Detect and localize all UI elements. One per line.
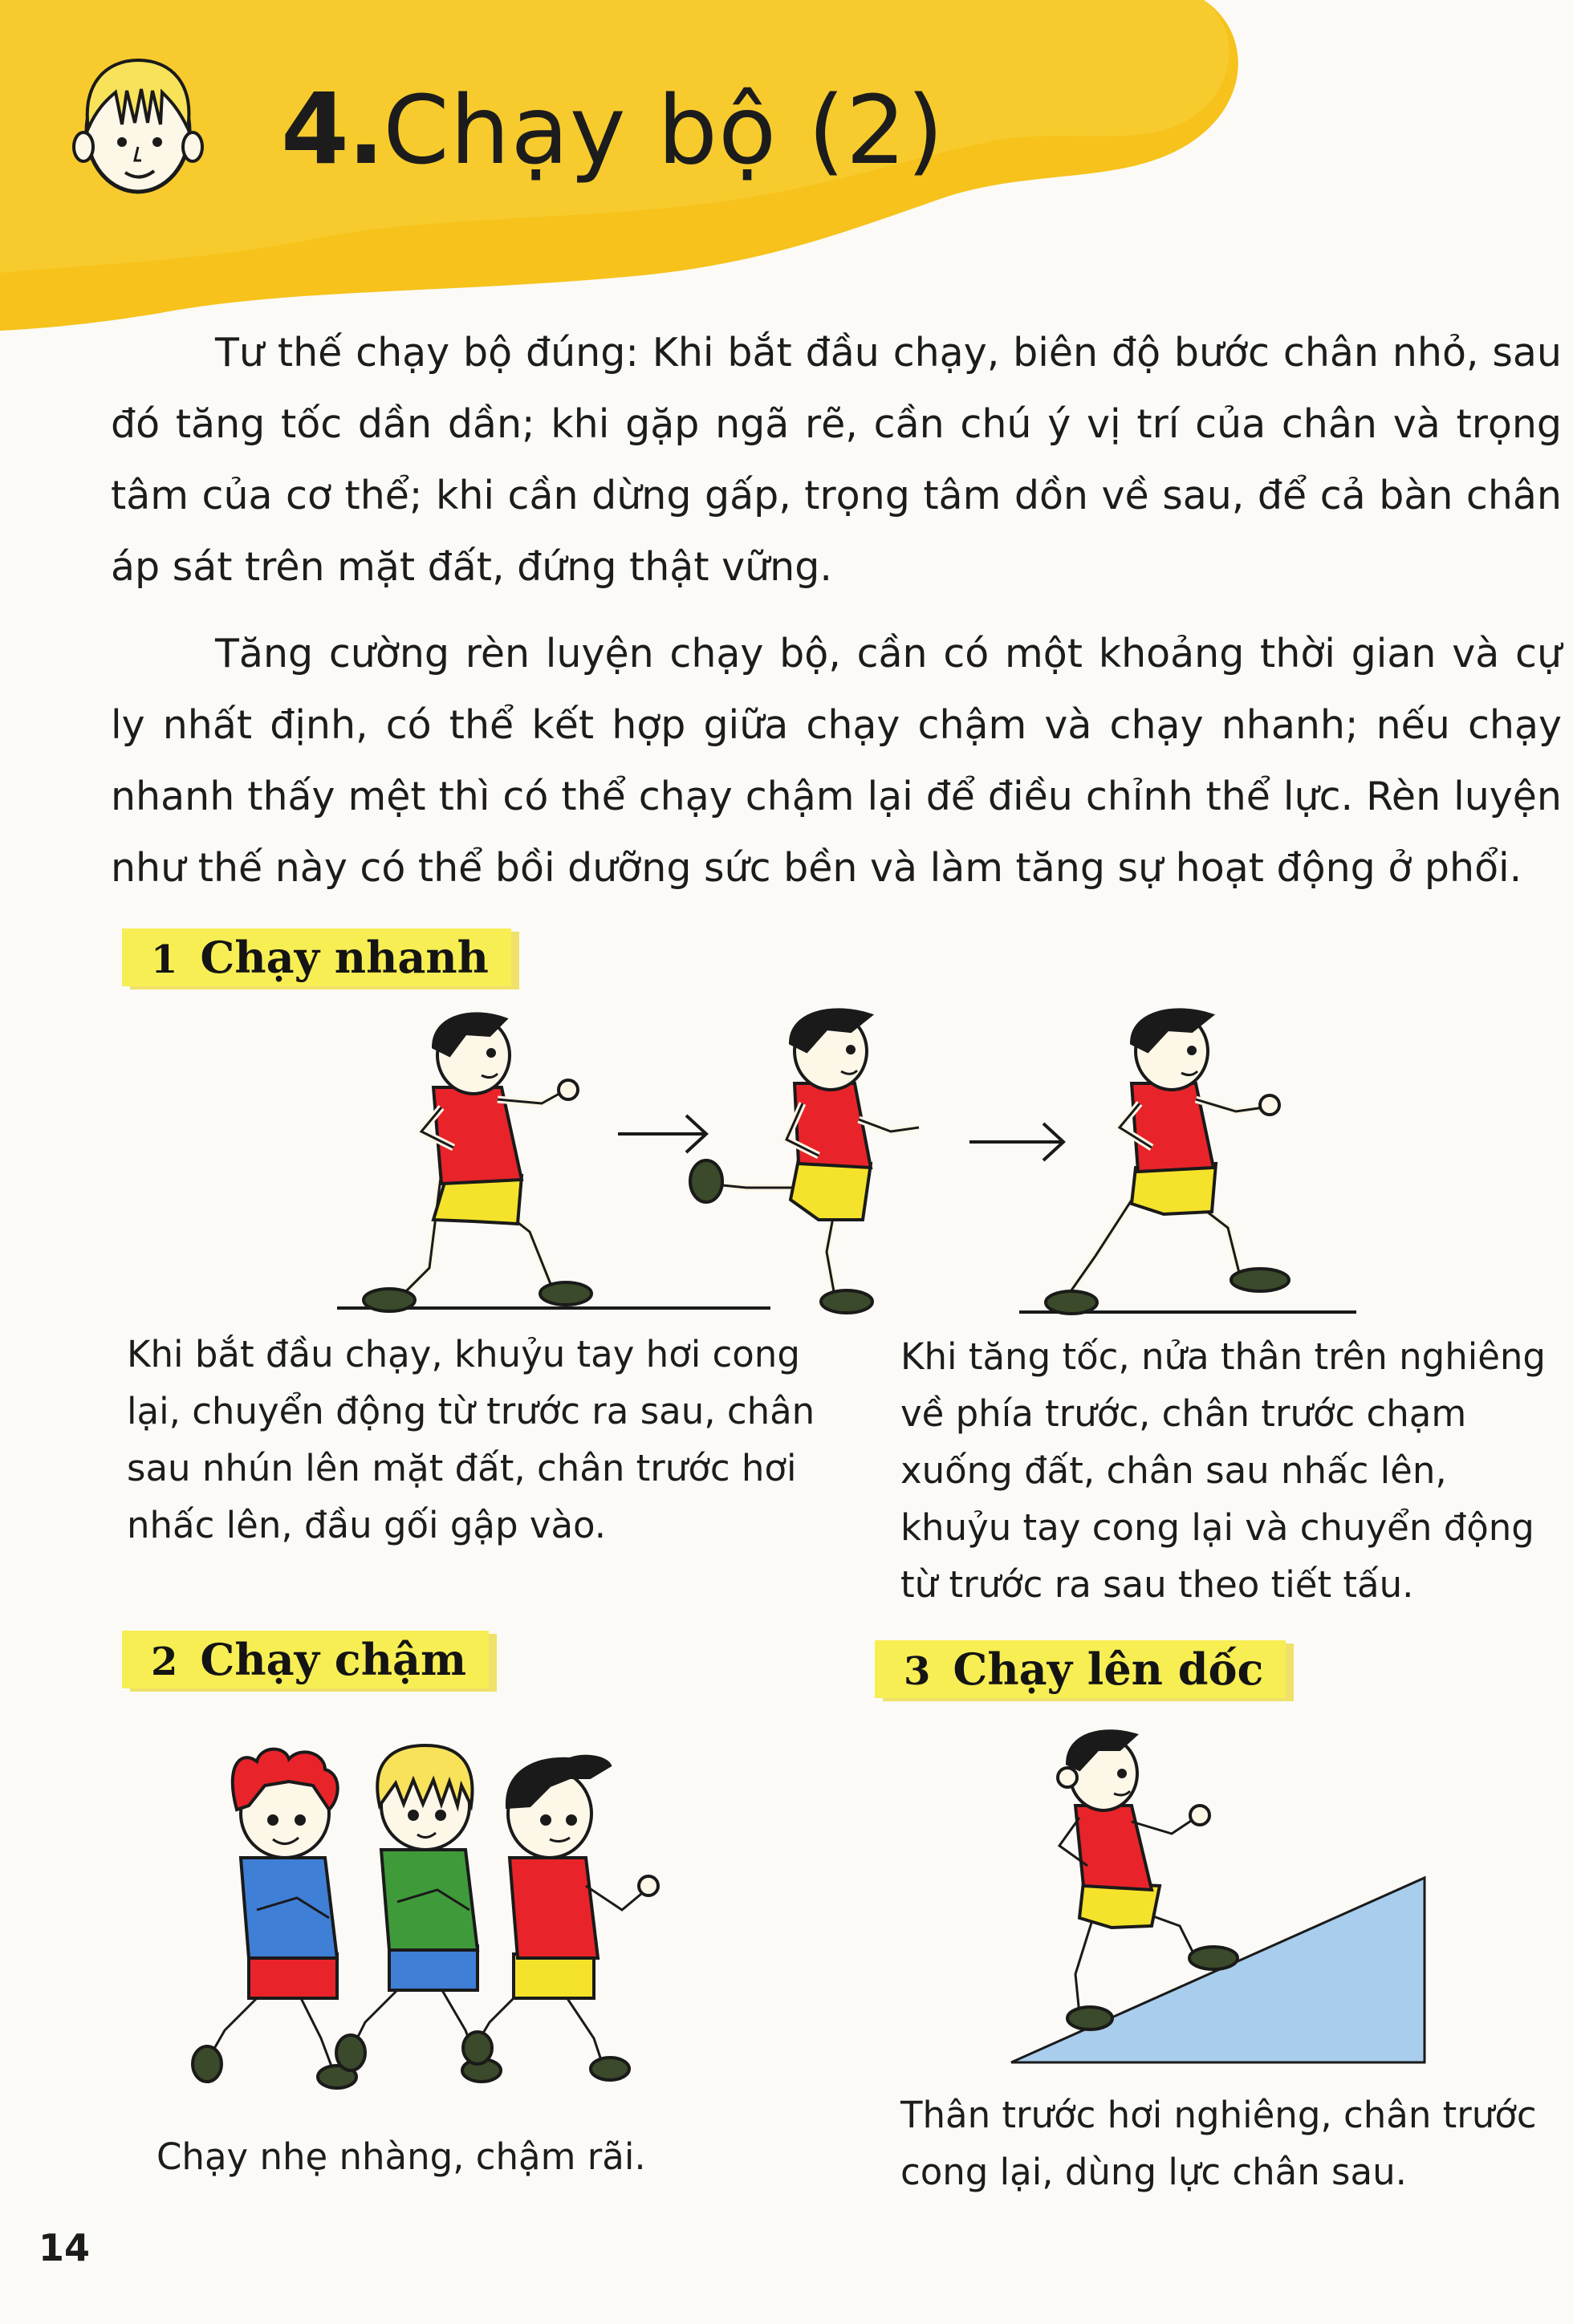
uphill-run-illustration <box>1003 1717 1437 2070</box>
fast-run-caption-accelerate: Khi tăng tốc, nửa thân trên nghiêng về phía trước, chân trước chạm xuống đất, chân sau nhấc lên, khuỷu tay cong lại và chuyển động từ trước ra sau theo tiết tấu. <box>900 1335 1547 1606</box>
jogger-figure-1 <box>193 1749 356 2088</box>
section-title: Chạy nhanh <box>200 932 489 983</box>
intro-paragraph-2: Tăng cường rèn luyện chạy bộ, cần có một khoảng thời gian và cự ly nhất định, có thể kết hợp giữa chạy chậm và chạy nhanh; nếu chạy nhanh thấy mệt thì có thể chạy chậm lại để điều chỉnh thể lực. Rèn luyện như thế này có thể bồi dưỡng sức bền và làm tăng sự hoạt động ở phổi. <box>111 631 1562 891</box>
chapter-number: 4. <box>281 72 384 186</box>
arrow-icon <box>969 1123 1063 1160</box>
section-label-uphill-run <box>875 1640 1286 1698</box>
section-title: Chạy chậm <box>200 1634 467 1685</box>
slow-run-illustration <box>193 1749 658 2103</box>
chapter-title: Chạy bộ (2) <box>383 75 945 185</box>
intro-paragraph-1: Tư thế chạy bộ đúng: Khi bắt đầu chạy, biên độ bước chân nhỏ, sau đó tăng tốc dần dần; khi gặp ngã rẽ, cần chú ý vị trí của chân và trọng tâm của cơ thể; khi cần dừng gấp, trọng tâm dồn về sau, để cả bàn chân áp sát trên mặt đất, đứng thật vững. <box>111 330 1562 590</box>
section-title: Chạy lên dốc <box>953 1643 1264 1695</box>
fast-run-illustration <box>321 987 1364 1324</box>
page-number: 14 <box>39 2226 91 2269</box>
runner-figure-2 <box>690 1010 919 1313</box>
section-label-fast-run <box>122 928 511 986</box>
jogger-figure-3 <box>463 1757 658 2080</box>
arrow-icon <box>618 1115 706 1152</box>
fast-run-caption-start: Khi bắt đầu chạy, khuỷu tay hơi cong lại, chuyển động từ trước ra sau, chân sau nhún lên mặt đất, chân trước hơi nhấc lên, đầu gối gập vào. <box>127 1333 815 1546</box>
section-number: 2 <box>151 1639 178 1684</box>
section-number: 3 <box>904 1649 931 1694</box>
runner-figure-3 <box>1046 1010 1289 1314</box>
slow-run-caption: Chạy nhẹ nhàng, chậm rãi. <box>156 2135 646 2178</box>
section-number: 1 <box>151 937 178 982</box>
runner-figure-1 <box>364 1014 591 1311</box>
uphill-run-caption: Thân trước hơi nghiêng, chân trước cong lại, dùng lực chân sau. <box>900 2094 1537 2193</box>
boy-face-icon <box>74 52 202 201</box>
page-title <box>281 72 945 186</box>
section-label-slow-run <box>122 1631 489 1688</box>
